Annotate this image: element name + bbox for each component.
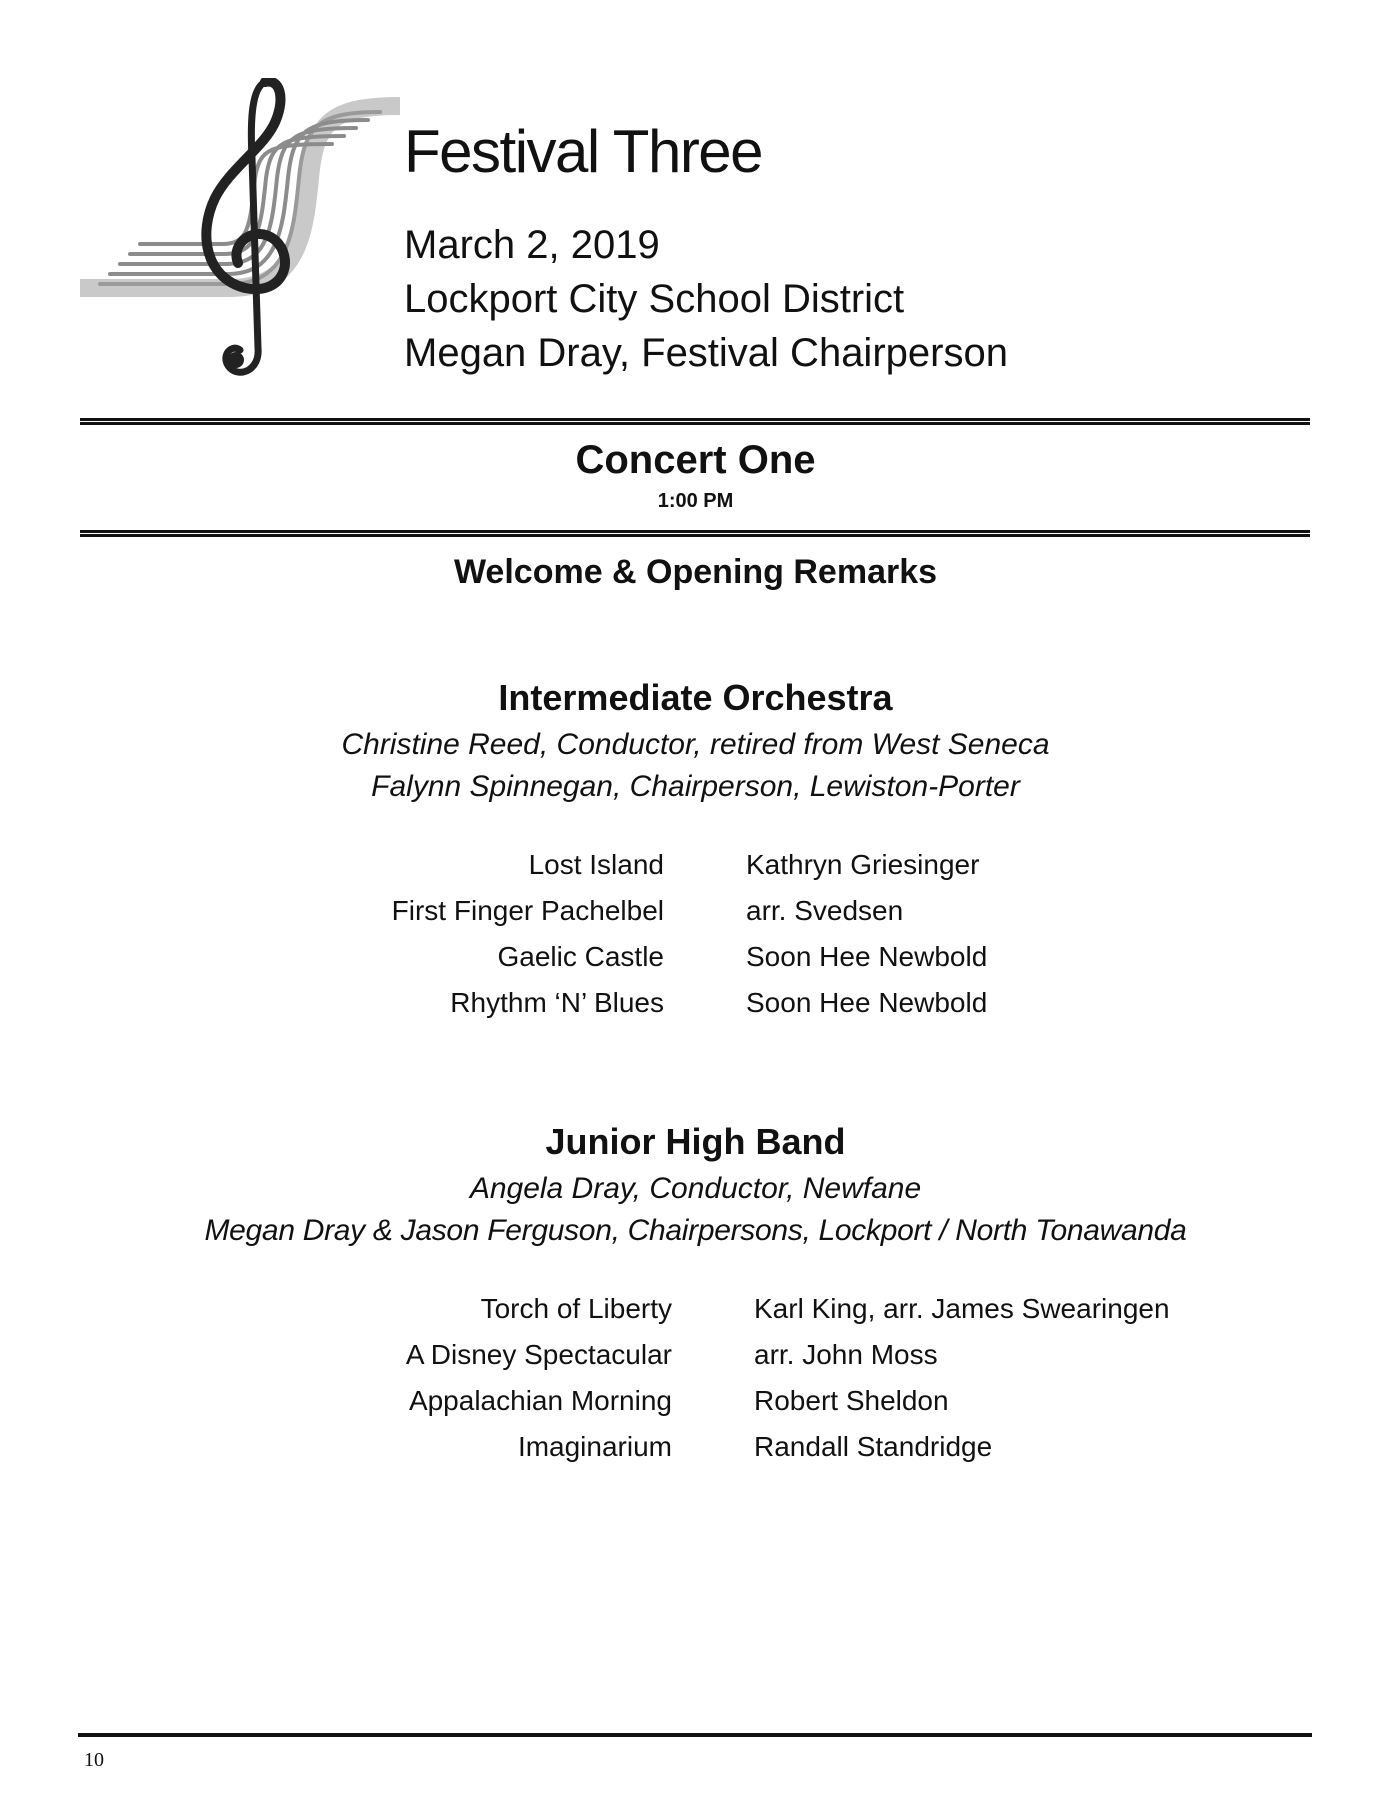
- piece-title: First Finger Pachelbel: [391, 895, 664, 926]
- ensemble-chairperson: Megan Dray & Jason Ferguson, Chairpersons, Lockport / North Tonawanda: [204, 1214, 1187, 1247]
- festival-date: March 2, 2019: [404, 223, 660, 267]
- piece-title: Lost Island: [528, 849, 664, 880]
- piece-composer: Robert Sheldon: [754, 1385, 949, 1416]
- program-row: [0, 1332, 938, 1378]
- piece-title: Imaginarium: [517, 1431, 672, 1462]
- piece-title: Gaelic Castle: [497, 941, 664, 972]
- program-row: [0, 934, 988, 980]
- piece-title: A Disney Spectacular: [405, 1339, 672, 1370]
- piece-composer: Soon Hee Newbold: [746, 941, 988, 972]
- program-row: [0, 1286, 1170, 1332]
- piece-title: Appalachian Morning: [408, 1385, 672, 1416]
- divider: [80, 418, 1310, 425]
- program-row: [0, 980, 988, 1026]
- piece-composer: Randall Standridge: [754, 1431, 993, 1462]
- piece-title: Torch of Liberty: [480, 1293, 672, 1324]
- ensemble-name: Junior High Band: [545, 1121, 846, 1162]
- program-row: [0, 842, 980, 888]
- piece-composer: arr. John Moss: [754, 1339, 938, 1370]
- program-row: [0, 888, 904, 934]
- program-list: [0, 1286, 1170, 1470]
- piece-title: Rhythm ‘N’ Blues: [450, 987, 664, 1018]
- treble-clef-icon: [80, 78, 400, 378]
- page-number: 10: [84, 1749, 104, 1771]
- welcome-heading: Welcome & Opening Remarks: [453, 553, 938, 591]
- festival-host: Lockport City School District: [404, 277, 905, 321]
- ensemble-conductor: Christine Reed, Conductor, retired from West Seneca: [341, 728, 1050, 761]
- piece-composer: Soon Hee Newbold: [746, 987, 988, 1018]
- program-row: [0, 1378, 949, 1424]
- festival-title: Festival Three: [404, 118, 763, 185]
- footer-rule: [78, 1733, 1312, 1737]
- piece-composer: Karl King, arr. James Swearingen: [754, 1293, 1170, 1324]
- ensemble-chairperson: Falynn Spinnegan, Chairperson, Lewiston-Porter: [371, 770, 1020, 803]
- piece-composer: arr. Svedsen: [746, 895, 904, 926]
- ensemble-name: Intermediate Orchestra: [498, 677, 893, 718]
- festival-info: [404, 218, 1008, 380]
- concert-time: 1:00 PM: [657, 490, 734, 512]
- ensemble-conductor: Angela Dray, Conductor, Newfane: [469, 1172, 922, 1205]
- divider: [80, 530, 1310, 537]
- piece-composer: Kathryn Griesinger: [746, 849, 980, 880]
- program-row: [0, 1424, 993, 1470]
- festival-chair: Megan Dray, Festival Chairperson: [404, 331, 1008, 375]
- program-list: [0, 842, 988, 1026]
- concert-title: Concert One: [575, 438, 816, 482]
